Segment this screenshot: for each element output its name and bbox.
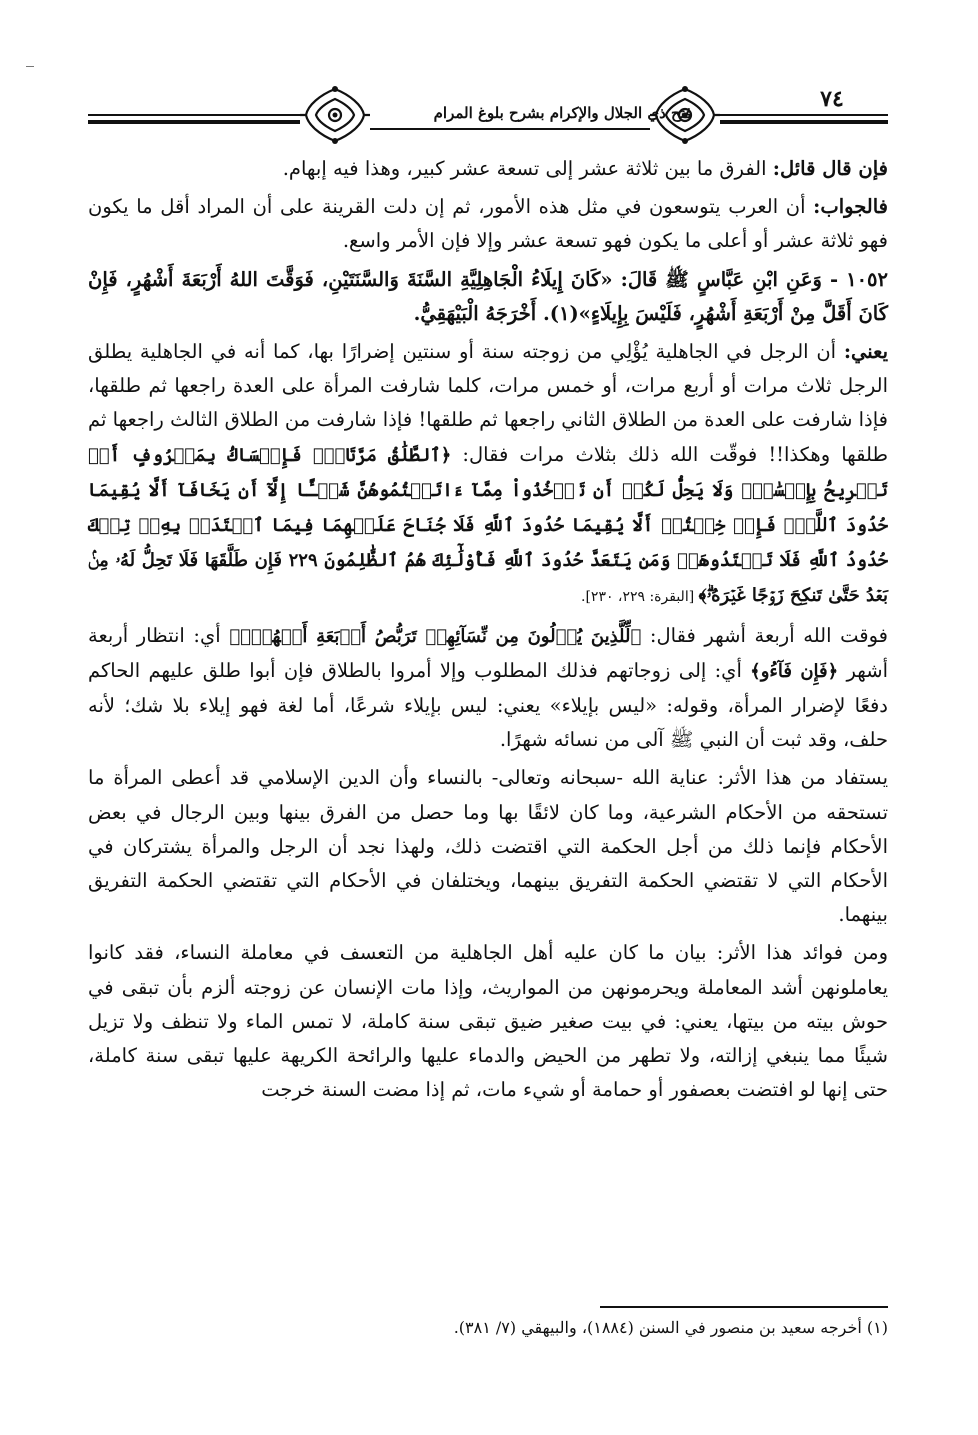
paragraph [88,936,888,1107]
header-rule-center [370,128,650,130]
paragraph-text: الفرق ما بين ثلاثة عشر إلى تسعة عشر كبير، وهذا فيه إبهام. [282,157,773,180]
paragraph [88,152,888,186]
paragraph-lead: يعني: [843,340,888,364]
paragraph [88,335,888,615]
paragraph [88,190,888,258]
paragraph [88,761,888,932]
page-number: ٧٤ [820,86,844,112]
header-rule-left-thick [88,120,300,124]
footnote: (١) أخرجه سعيد بن منصور في السنن (١٨٨٤)، والبيهقي (٧/ ٣٨١). [453,1318,888,1337]
header-rule-left [88,114,300,116]
paragraph-text: فوقت الله أربعة أشهر فقال: [641,623,888,647]
header-rule-right [720,114,888,116]
header-rule-right-thick [720,120,888,124]
quran-verse: ﴿ٱلطَّلَٰقُ مَرَّتَانِۖ فَإِمۡسَاكُۢ بِمَعۡرُوفٍ أَوۡ تَسۡرِيحُۢ بِإِحۡسَٰنٖۗ وَلَا يَحِلُّ لَكُمۡ أَن تَأۡخُذُواْ مِمَّآ ءَاتَيۡتُمُوهُنَّ شَيۡـًٔا إِلَّآ أَن يَخَافَآ أَلَّا يُقِيمَا حُدُودَ ٱللَّهِۖ فَإِنۡ خِفۡتُمۡ أَلَّا يُقِيمَا حُدُودَ ٱللَّهِ فَلَا جُنَاحَ عَلَيۡهِمَا فِيمَا ٱفۡتَدَتۡ بِهِۦۗ تِلۡكَ حُدُودُ ٱللَّهِ فَلَا تَعۡتَدُوهَاۚ وَمَن يَتَعَدَّ حُدُودَ ٱللَّهِ فَأُوْلَٰٓئِكَ هُمُ ٱلظَّٰلِمُونَ ٢٢٩ فَإِن طَلَّقَهَا فَلَا تَحِلُّ لَهُۥ مِنۢ بَعۡدُ حَتَّىٰ تَنكِحَ زَوۡجًا غَيۡرَهُۥۗ﴾ [88,444,889,607]
ornament-left-icon [300,85,370,145]
paragraph-text: ومن فوائد هذا الأثر: بيان ما كان عليه أهل الجاهلية من التعسف في معاملة النساء، فقد كانوا يعاملونهن أشد المعاملة ويحرمونهن من المواريث، وإذا مات الإنسان عن زوجته ألزم بأن تبقى في حوش بيته من بيتها، يعني: في بيت صغير ضيق تبقى سنة كاملة، لا تمس الماء ولا تنظف ولا تزيل شيئًا مما ينبغي إزالته، ولا تطهر من الحيض والدماء عليها والرائحة الكريهة عليها تبقى سنة كاملة، حتى إنها لو افتضت بعصفور أو حمامة أو شيء مات، ثم إذا مضت السنة خرجت [88,941,888,1102]
quran-verse: ﴿لِّلَّذِينَ يُؤۡلُونَ مِن نِّسَآئِهِمۡ تَرَبُّصُ أَرۡبَعَةِ أَشۡهُرٖۖ﴾ [229,625,642,647]
paragraph-text: أي: انتظار أربعة أشهر [88,623,888,682]
paragraph-text: يستفاد من هذا الأثر: عناية الله -سبحانه وتعالى- بالنساء وأن الدين الإسلامي قد أعطى المرأة ما تستحقه من الأحكام الشرعية، وما كان لائقًا بها وما حصل من الفرق بينها وبين الرجال في بعض الأحكام فإنما ذلك من أجل الحكمة التي اقتضت ذلك، ولهذا نجد أن الرجل والمرأة يشتركان في الأحكام التي لا تقتضي الحكمة التفريق بينهما، ويختلفان في الأحكام التي تقتضي الحكمة التفريق بينهما. [88,766,888,927]
paragraph-lead: فإن قال قائل: [772,157,888,180]
paragraph-lead: فالجواب: [813,195,888,219]
margin-mark [26,66,34,67]
hadith-paragraph [88,263,888,331]
paragraph-text: أن الرجل في الجاهلية يُؤْلِي من زوجته سنة أو سنتين إضرارًا بها، كما أنه في الجاهلية يطلق الرجل ثلاث مرات أو أربع مرات، أو خمس مرات، كلما شارفت المرأة على العدة راجعها ثم طلقها، فإذا شارفت على العدة من الطلاق الثاني راجعها ثم طلقها! فإذا شارفت من الطلاق الثالث راجعها ثم طلقها وهكذا!! فوقّت الله ذلك بثلاث مرات فقال: [88,340,888,466]
footnote-divider [600,1306,888,1308]
page-header [88,82,888,148]
paragraph-text: أي: إلى زوجاتهم فذلك المطلوب وإلا أمروا بالطلاق فإن أبوا طلق عليهم الحاكم دفعًا لإضرار المرأة، وقوله: «ليس بإيلاء» يعني: ليس بإيلاء شرعًا، أما لغة فهو إيلاء بلا شك؛ لأنه حلف، وقد ثبت أن النبي ﷺ آلى من نسائه شهرًا. [88,658,888,752]
main-text [88,152,888,1111]
paragraph-text: أن العرب يتوسعون في مثل هذه الأمور، ثم إن دلت القرينة على أن المراد أقل ما يكون فهو ثلاثة عشر أو أعلى ما يكون فهو تسعة عشر وإلا فإن الأمر واسع. [88,195,888,253]
quran-verse: ﴿فَإِن فَآءُو﴾ [750,660,839,682]
hadith-text: ١٠٥٢ - وَعَنِ ابْنِ عَبَّاسٍ ﷺ قَالَ: «كَانَ إِيلَاءُ الْجَاهِلِيَّةِ السَّنَةَ وَالسَّنَتَيْنِ، فَوَقَّتَ اللهُ أَرْبَعَةَ أَشْهُرٍ، فَإِنْ كَانَ أَقَلَّ مِنْ أَرْبَعَةِ أَشْهُرٍ، فَلَيْسَ بِإِيلَاءٍ»(١). أَخْرَجَهُ الْبَيْهَقِيُّ. [88,267,888,325]
running-title: فتح ذي الجلال والإكرام بشرح بلوغ المرام [433,104,693,122]
paragraph [88,619,888,758]
verse-reference: [البقرة: ٢٢٩، ٢٣٠]. [581,589,699,606]
